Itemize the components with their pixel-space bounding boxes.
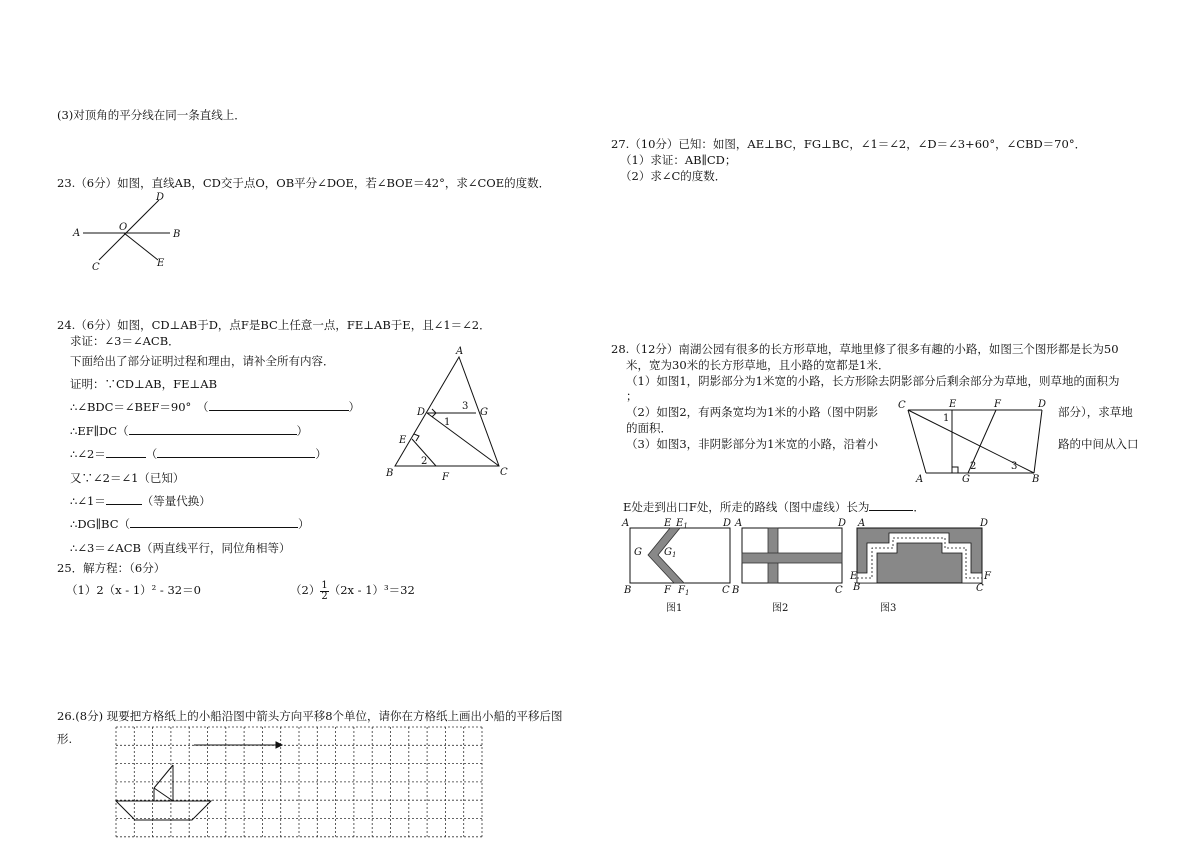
svg-text:A: A	[858, 518, 866, 529]
q24-step6-end: ）	[298, 517, 310, 531]
q24-triangle-figure	[382, 343, 522, 485]
svg-text:E1: $E_1$	[676, 518, 688, 530]
q27-part1: （1）求证：AB∥CD；	[620, 153, 737, 167]
q24-step4: 又∵∠2＝∠1（已知）	[70, 471, 185, 485]
q24-step1	[70, 400, 360, 414]
q24-step6-text: ∴DG∥BC（	[70, 517, 130, 531]
svg-text:E: E	[399, 435, 407, 446]
q25-eq2-numerator: 1	[321, 579, 328, 591]
svg-text:F: F	[984, 571, 991, 582]
svg-text:1: 1	[943, 413, 950, 424]
svg-text:G: G	[634, 547, 642, 558]
q28-line8-end: ．	[913, 500, 925, 514]
q26-stem-line1: 26.(8分) 现要把方格纸上的小船沿图中箭头方向平移8个单位，请你在方格纸上画出小船的平移后图	[57, 709, 563, 723]
q23-label-o: O	[119, 222, 128, 233]
q23-stem: 23.（6分）如图，直线AB，CD交于点O，OB平分∠DOE，若∠BOE＝42°，求∠COE的度数．	[57, 176, 551, 190]
q23-label-e: E	[157, 258, 165, 269]
svg-text:B: B	[1032, 474, 1040, 485]
svg-text:D: D	[1038, 399, 1047, 410]
q24-step1-end: ）	[348, 400, 361, 414]
q23-label-d: D	[156, 192, 165, 203]
svg-text:E: E	[850, 571, 858, 582]
svg-text:F1: $F_1$	[678, 585, 690, 597]
q28-figure2	[732, 515, 852, 597]
svg-text:C: C	[500, 467, 508, 478]
q24-step5-end: （等量代换）	[141, 494, 211, 508]
svg-text:E: E	[949, 399, 957, 410]
svg-text:2: 2	[970, 461, 977, 472]
q22-item3: (3)对顶角的平分线在同一条直线上．	[57, 108, 246, 122]
svg-text:F: F	[994, 399, 1001, 410]
q28-line2: 米，宽为30米的长方形草地，且小路的宽都是1米．	[626, 358, 890, 372]
q28-caption-fig3: 图3	[880, 603, 897, 614]
q25-eq2-prefix: （2）	[290, 583, 321, 597]
q24-prove: 求证：∠3＝∠ACB．	[70, 334, 180, 348]
q28-line5a: （2）如图2，有两条宽均为1米的小路（图中阴影	[626, 405, 878, 419]
svg-text:A: A	[622, 518, 630, 529]
q23-label-a: A	[73, 228, 81, 239]
q24-blank-2[interactable]	[129, 434, 297, 435]
q28-line7a: （3）如图3，非阴影部分为1米宽的小路，沿着小	[626, 437, 878, 451]
svg-text:2: 2	[421, 456, 428, 467]
q28-figure3	[847, 515, 992, 597]
q24-blank-5[interactable]	[106, 504, 142, 505]
q24-step2	[70, 424, 308, 438]
q25-eq2-fraction	[320, 581, 328, 602]
q24-hint: 下面给出了部分证明过程和理由，请补全所有内容．	[70, 354, 335, 368]
q28-line3: （1）如图1，阴影部分为1米宽的小路，长方形除去阴影部分后剩余部分为草地，则草地的面积为	[626, 374, 1120, 388]
q28-line5b: 部分），求草地	[1058, 405, 1133, 419]
q28-line1: 28.（12分）南湖公园有很多的长方形草地，草地里修了很多有趣的小路，如图三个图形都是长为50	[611, 342, 1119, 356]
q28-line8-text: E处走到出口F处，所走的路线（图中虚线）长为	[623, 500, 870, 514]
q25-eq2	[290, 578, 415, 602]
svg-text:C: C	[898, 400, 906, 411]
svg-text:3: 3	[462, 401, 469, 412]
q24-step1-text: ∴∠BDC＝∠BEF＝90° （	[70, 400, 209, 414]
q27-stem: 27.（10分）已知：如图，AE⊥BC，FG⊥BC，∠1＝∠2，∠D＝∠3+60°，∠CBD＝70°．	[611, 137, 1087, 151]
svg-text:B: B	[853, 582, 861, 593]
q28-caption-fig1: 图1	[666, 603, 683, 614]
svg-text:E: E	[664, 518, 672, 529]
q26-grid-figure[interactable]	[116, 725, 486, 841]
q24-blank-6[interactable]	[130, 527, 298, 528]
q23-figure	[70, 190, 190, 272]
q24-step7: ∴∠3＝∠ACB（两直线平行，同位角相等）	[70, 541, 291, 555]
q28-caption-fig2: 图2	[772, 603, 789, 614]
q27-parallelogram-figure	[896, 396, 1050, 488]
q28-line6: 的面积．	[626, 421, 672, 435]
q25-eq2-denominator: 2	[321, 590, 328, 602]
q26-stem-line2: 形.	[57, 732, 73, 746]
svg-text:F: F	[664, 585, 671, 596]
svg-text:3: 3	[1011, 461, 1018, 472]
svg-text:G: G	[480, 407, 488, 418]
q24-step5-text: ∴∠1＝	[70, 494, 106, 508]
q28-line4: ；	[626, 389, 638, 403]
q24-step3-end: ）	[315, 447, 327, 461]
q24-blank-3a[interactable]	[106, 457, 146, 458]
svg-text:C: C	[835, 585, 843, 596]
q23-label-c: C	[92, 262, 100, 273]
q24-stem: 24.（6分）如图，CD⊥AB于D，点F是BC上任意一点，FE⊥AB于E，且∠1＝∠2．	[57, 318, 491, 332]
q24-step5	[70, 494, 211, 508]
q28-blank-path[interactable]	[869, 510, 913, 511]
q28-line7b: 路的中间从入口	[1058, 437, 1139, 451]
q24-blank-3b[interactable]	[157, 457, 315, 458]
svg-text:G: G	[962, 474, 970, 485]
q24-step3-text: ∴∠2＝	[70, 447, 106, 461]
svg-text:A: A	[916, 474, 924, 485]
q28-line8	[623, 500, 925, 514]
q25-eq1: （1）2（x - 1）² - 32＝0	[66, 583, 201, 597]
svg-text:C: C	[722, 585, 730, 596]
svg-text:A: A	[456, 346, 464, 357]
svg-text:B: B	[386, 468, 394, 479]
svg-text:D: D	[980, 518, 989, 529]
svg-text:B: B	[732, 585, 740, 596]
svg-text:C: C	[976, 583, 984, 594]
q24-blank-1[interactable]	[209, 410, 349, 411]
svg-text:D: D	[723, 518, 732, 529]
q28-figure1	[620, 515, 743, 597]
svg-text:D: D	[417, 407, 426, 418]
svg-text:A: A	[735, 518, 743, 529]
q24-step2-end: ）	[296, 424, 309, 438]
q27-part2: （2）求∠C的度数．	[620, 169, 727, 183]
svg-text:B: B	[624, 585, 632, 596]
q25-stem: 25．解方程：（6分）	[57, 561, 166, 575]
svg-text:D: D	[838, 518, 847, 529]
q25-eq2-suffix: （2x - 1）³＝32	[328, 583, 415, 597]
q24-step3	[70, 447, 327, 461]
q24-step2-text: ∴EF∥DC（	[70, 424, 129, 438]
q23-label-b: B	[173, 229, 181, 240]
svg-text:G1: $G_1$	[664, 547, 677, 559]
svg-text:F: F	[442, 472, 449, 483]
svg-text:1: 1	[444, 417, 451, 428]
q24-step6	[70, 517, 310, 531]
q24-step3-mid: （	[145, 447, 158, 461]
q24-given: 证明：∵CD⊥AB，FE⊥AB	[70, 377, 218, 391]
